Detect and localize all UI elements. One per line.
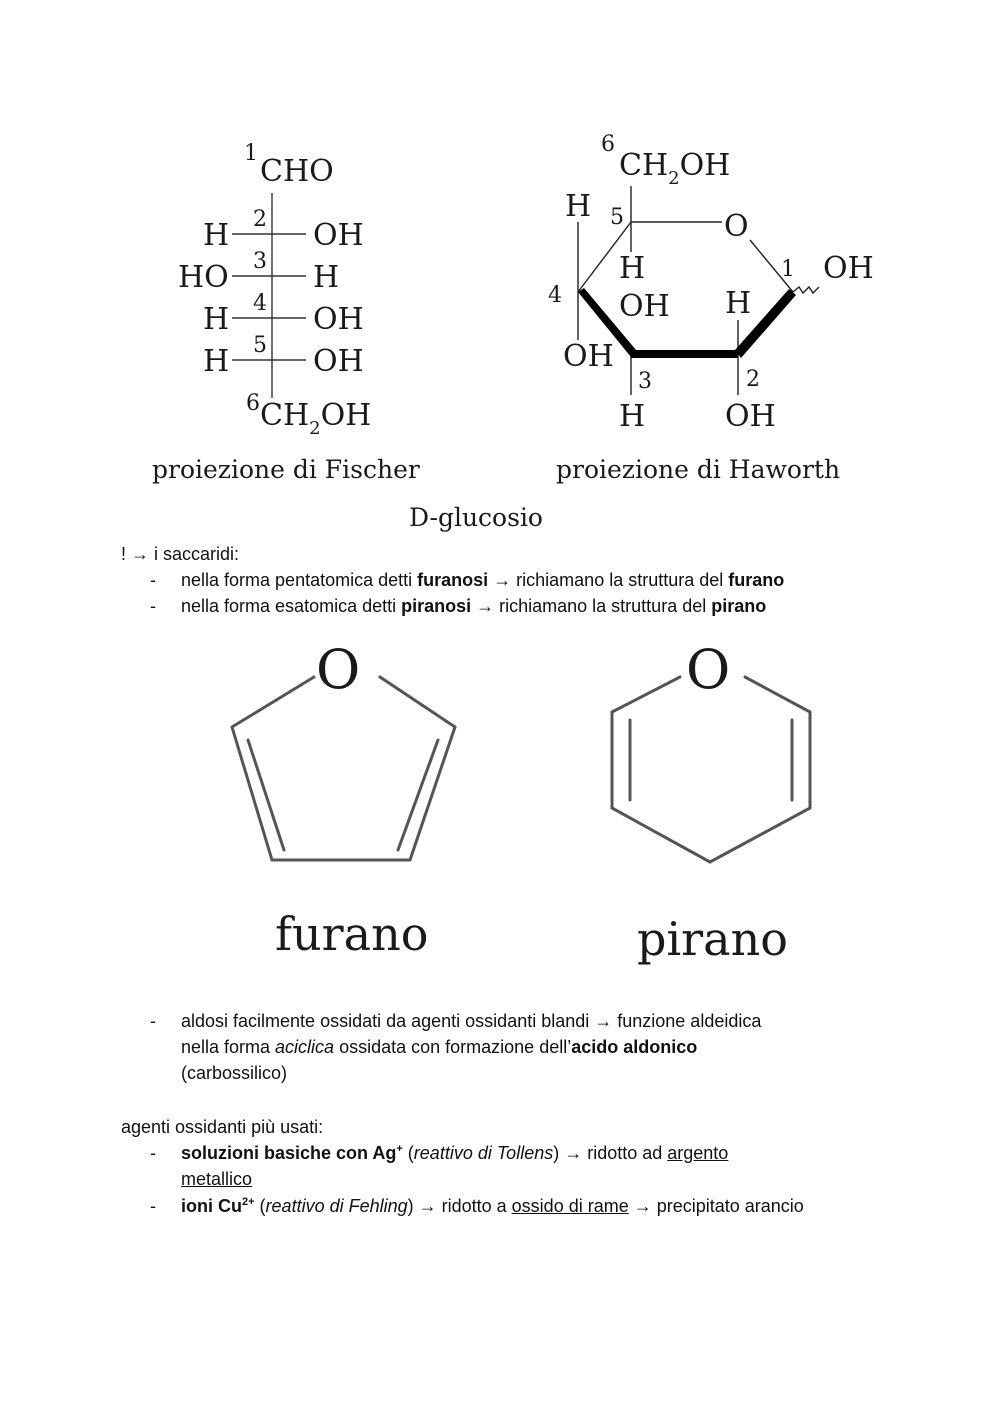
fischer-c2-right: OH (313, 218, 364, 253)
haworth-c5-number: 5 (610, 205, 624, 230)
haworth-c2-number: 2 (746, 367, 760, 392)
fischer-c5-right: OH (313, 344, 364, 379)
furan-label: furano (275, 907, 429, 961)
fischer-c3-right: H (313, 260, 340, 295)
furan-structure (232, 677, 455, 860)
haworth-ring-oxygen: O (724, 209, 749, 244)
fischer-c2-number: 2 (253, 207, 267, 232)
bullet-dash: - (150, 1143, 156, 1163)
bullet-fehling: ioni $Cu^{2+}$ (reattivo di Fehling) → ridotto a ossido di rame → precipitato arancio (181, 1196, 804, 1216)
bullet-dash: - (150, 570, 156, 590)
furan-oxygen: O (316, 638, 361, 701)
haworth-c6-group: $CH_2OH$ (619, 148, 731, 189)
haworth-c1-oh: OH (823, 251, 874, 286)
haworth-c1-number: 1 (781, 257, 795, 282)
haworth-c1-wavy-bond (793, 287, 819, 293)
furan-bond-o-left (232, 677, 314, 727)
pyran-structure (612, 677, 810, 862)
glucose-caption: D-glucosio (409, 503, 543, 532)
haworth-c4-oh-up: OH (619, 289, 670, 324)
haworth-bold-front-bond (631, 350, 738, 358)
bullet-dash: - (150, 1011, 156, 1031)
fischer-projection (232, 193, 306, 398)
bullet-tollens-line1: soluzioni basiche con Ag+ (reattivo di Tollens) → ridotto ad argento (181, 1143, 729, 1163)
fischer-c6-group: $CH_2OH$ (260, 398, 372, 439)
bullet-aldosi-line2: nella forma aciclica ossidata con formazione dell’acido aldonico (181, 1037, 698, 1057)
pyran-label: pirano (637, 912, 788, 966)
haworth-c4-oh-down: OH (563, 339, 614, 374)
haworth-c2-oh: OH (725, 399, 776, 434)
bullet-piranosi: nella forma esatomica detti piranosi → richiamano la struttura del pirano (181, 596, 767, 616)
fischer-c5-left: H (203, 344, 230, 379)
pyran-oxygen: O (686, 638, 731, 701)
haworth-c2-h-up: H (725, 286, 752, 321)
pyran-bond-bottom-left (612, 808, 710, 862)
intro-line: ! → i saccaridi: (121, 544, 240, 564)
haworth-c3-h: H (619, 399, 646, 434)
haworth-c5-h-down: H (619, 251, 646, 286)
bullet-dash: - (150, 596, 156, 616)
fischer-c1-number: 1 (244, 141, 258, 166)
fischer-c4-number: 4 (253, 291, 267, 316)
pyran-bond-o-left (612, 677, 680, 712)
bullet-dash: - (150, 1196, 156, 1216)
bullet-tollens-line2: metallico (181, 1169, 253, 1189)
fischer-c3-left: HO (178, 260, 229, 295)
fischer-c5-number: 5 (253, 333, 267, 358)
fischer-c6-number: 6 (246, 391, 260, 416)
fischer-c4-left: H (203, 302, 230, 337)
fischer-c3-number: 3 (253, 249, 267, 274)
bullet-aldosi-line3: (carbossilico) (181, 1063, 288, 1083)
haworth-caption: proiezione di Haworth (556, 455, 841, 484)
haworth-c6-number: 6 (601, 132, 615, 157)
bullet-furanosi: nella forma pentatomica detti furanosi → richiamano la struttura del furano (181, 570, 785, 590)
pyran-bond-bottom-right (710, 808, 810, 862)
bullet-aldosi-line1: aldosi facilmente ossidati da agenti ossidanti blandi → funzione aldeidica (181, 1011, 762, 1031)
pyran-bond-o-right (745, 677, 810, 712)
fischer-caption: proiezione di Fischer (152, 455, 420, 484)
haworth-c5-h-up: H (565, 189, 592, 224)
haworth-c3-number: 3 (638, 369, 652, 394)
furan-bond-right (410, 727, 455, 860)
furan-bond-o-right (380, 677, 455, 727)
oxidants-title: agenti ossidanti più usati: (121, 1117, 324, 1137)
haworth-c4-number: 4 (548, 283, 562, 308)
fischer-c2-left: H (203, 218, 230, 253)
fischer-c1-group: CHO (260, 154, 334, 189)
fischer-c4-right: OH (313, 302, 364, 337)
